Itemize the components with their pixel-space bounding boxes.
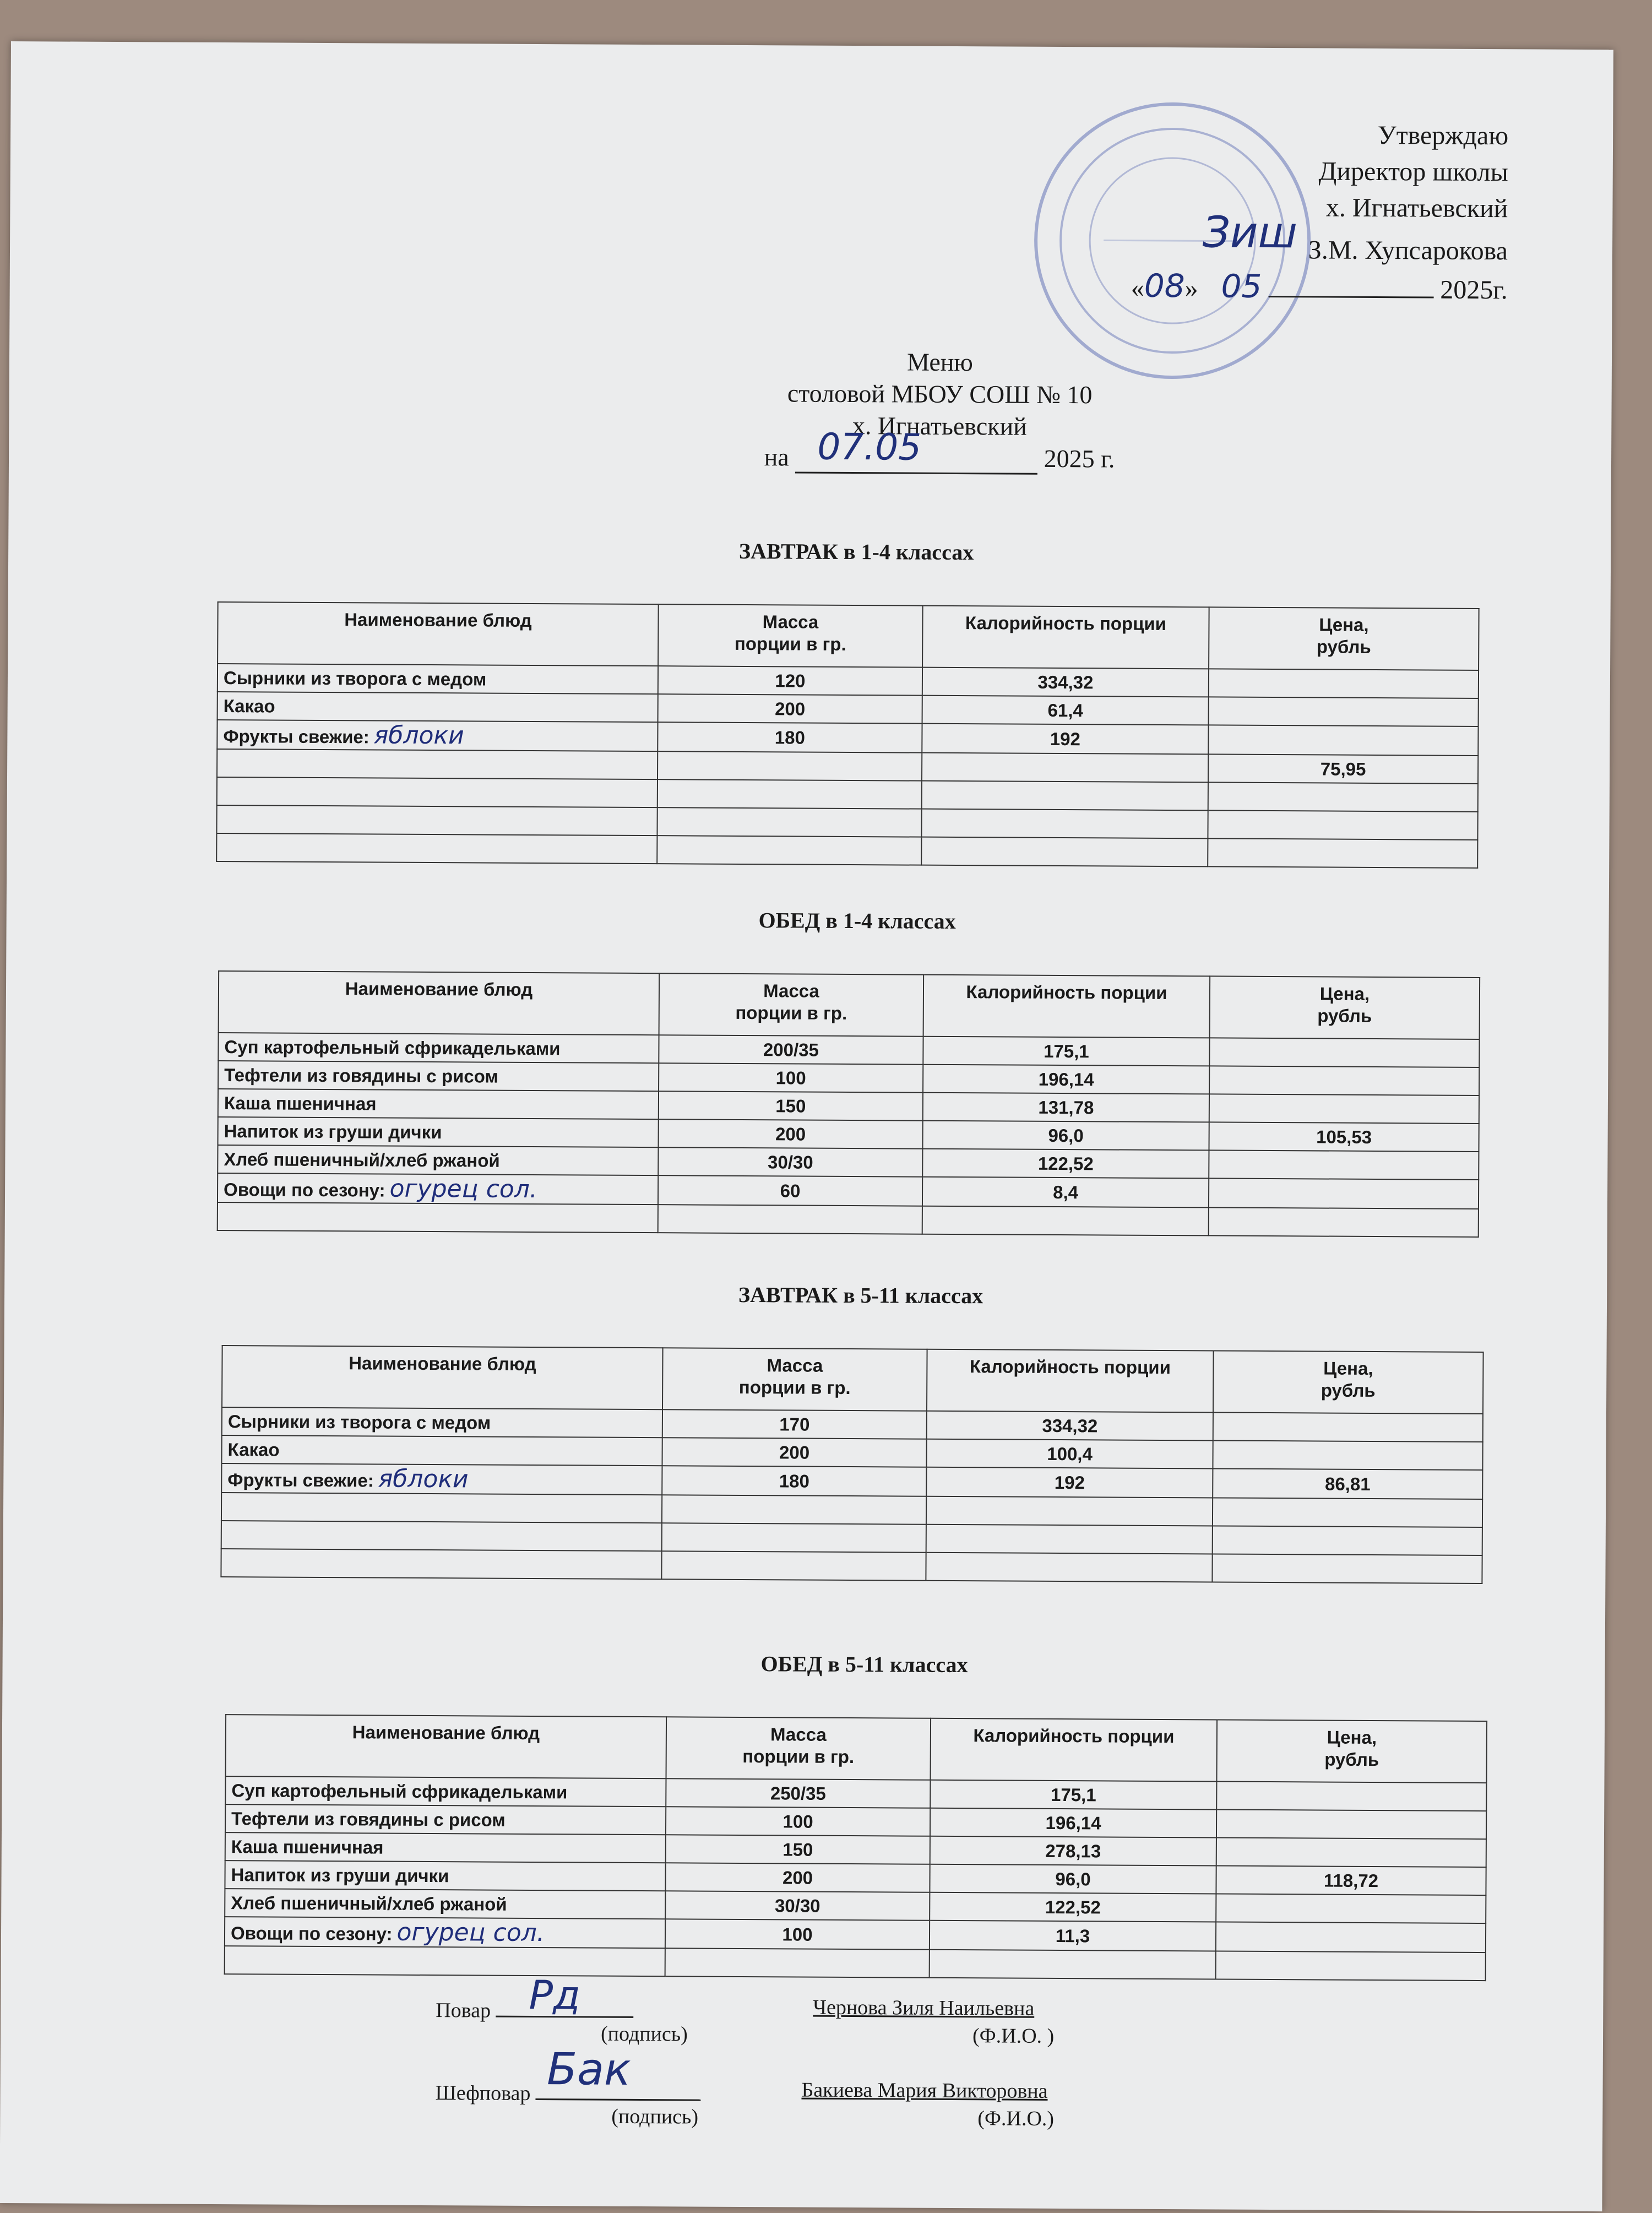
price-cell <box>1216 1894 1486 1924</box>
mass-cell: 200/35 <box>659 1035 923 1065</box>
dish-name: Какао <box>227 1439 280 1460</box>
col-header-name <box>226 1715 667 1778</box>
table-header-row <box>222 1346 1483 1414</box>
dish-name: Каша пшеничная <box>224 1092 377 1114</box>
dish-name-cell <box>225 1776 666 1807</box>
date-suffix: 2025 г. <box>1044 444 1115 473</box>
dish-name-cell <box>217 720 657 751</box>
calories-cell: 175,1 <box>930 1780 1216 1810</box>
section-lunch-5-11 <box>225 1648 1503 1948</box>
section-title: ЗАВТРАК в 5-11 классах <box>738 1282 983 1309</box>
dish-name: Тефтели из говядины с рисом <box>231 1808 506 1830</box>
dish-name-cell <box>216 805 657 836</box>
mass-cell: 170 <box>662 1409 927 1439</box>
calories-cell: 192 <box>926 1467 1213 1498</box>
signature-cook-row <box>436 1971 1207 2048</box>
dish-name-cell <box>225 1917 665 1948</box>
calories-cell <box>926 1496 1213 1526</box>
cook-signature-line <box>496 1971 633 2019</box>
col-header-calories-text: Калорийность порции <box>969 1356 1171 1378</box>
col-header-calories-text: Калорийность порции <box>966 981 1167 1004</box>
menu-table <box>220 1345 1483 1584</box>
dish-name-cell <box>218 1033 659 1063</box>
col-header-calories-text: Калорийность порции <box>973 1725 1175 1747</box>
col-header-name-text: Наименование блюд <box>349 1353 536 1375</box>
date-quote-open: « <box>1131 273 1144 303</box>
mass-cell <box>658 1205 922 1234</box>
col-header-calories <box>923 975 1210 1038</box>
col-header-name <box>218 602 659 666</box>
mass-cell: 180 <box>662 1466 926 1496</box>
section-breakfast-1-4 <box>218 535 1495 779</box>
cook-signature: Рд <box>529 1971 581 2019</box>
calories-cell: 334,32 <box>922 668 1209 697</box>
col-header-price-text: Цена, <box>1323 1358 1373 1379</box>
dish-name-cell <box>221 1493 662 1523</box>
col-header-mass-text: Масса <box>770 1724 827 1745</box>
price-cell <box>1208 810 1477 840</box>
mass-cell: 200 <box>665 1863 930 1892</box>
dish-name-cell <box>218 1061 659 1091</box>
price-cell: 86,81 <box>1213 1468 1482 1499</box>
col-header-mass-text: Масса <box>767 1355 823 1376</box>
dish-name-cell <box>218 1117 659 1147</box>
calories-cell: 122,52 <box>922 1149 1209 1179</box>
chef-name: Бакиева Мария Викторовна <box>801 2078 1048 2103</box>
approval-day: 08 <box>1144 267 1185 305</box>
calories-cell <box>921 809 1208 839</box>
price-cell <box>1208 782 1478 812</box>
approval-position: Директор школы <box>1318 156 1508 187</box>
menu-date-value: 07.05 <box>817 425 922 469</box>
dish-name-cell <box>216 833 657 864</box>
calories-cell <box>930 1950 1216 1979</box>
menu-table <box>224 1714 1487 1981</box>
approval-heading: Утверждаю <box>1377 120 1509 151</box>
calories-cell: 122,52 <box>930 1892 1216 1922</box>
menu-title-block <box>9 341 1652 479</box>
price-cell <box>1209 697 1479 726</box>
price-cell <box>1216 1838 1486 1868</box>
dish-name: Напиток из груши дички <box>224 1120 442 1142</box>
price-cell <box>1213 1526 1482 1555</box>
price-cell <box>1213 1412 1483 1442</box>
dish-name-cell <box>217 749 657 779</box>
dish-name: Фрукты свежие: <box>227 1469 374 1491</box>
price-cell <box>1208 725 1478 756</box>
mass-cell: 150 <box>659 1091 923 1121</box>
dish-name-cell <box>218 664 658 694</box>
menu-table <box>216 601 1479 869</box>
col-header-name-text: Наименование блюд <box>345 978 533 1000</box>
menu-table <box>217 970 1480 1238</box>
col-header-mass-text: порции в гр. <box>734 633 846 654</box>
menu-village: х. Игнатьевский <box>852 411 1027 441</box>
dish-name-cell <box>218 1089 659 1119</box>
mass-cell: 100 <box>659 1063 923 1093</box>
col-header-mass-text: Масса <box>763 980 819 1001</box>
table-row <box>225 1946 1486 1981</box>
calories-cell: 131,78 <box>923 1093 1209 1122</box>
director-name: З.М. Хупсарокова <box>1308 235 1508 266</box>
mass-cell: 180 <box>657 722 922 753</box>
price-cell <box>1209 1038 1479 1067</box>
dish-name-cell <box>225 1946 665 1976</box>
calories-cell <box>926 1553 1212 1582</box>
calories-cell: 196,14 <box>923 1065 1209 1094</box>
calories-cell: 61,4 <box>922 696 1209 725</box>
col-header-price-text: Цена, <box>1319 614 1369 635</box>
calories-cell <box>926 1525 1213 1554</box>
price-cell: 75,95 <box>1208 754 1478 784</box>
cook-name: Чернова Зиля Наильевна <box>813 1995 1035 2020</box>
dish-name-cell <box>225 1804 666 1835</box>
menu-title: Меню <box>906 348 973 377</box>
table-header-row <box>226 1715 1487 1783</box>
section-title: ОБЕД в 1-4 классах <box>758 908 956 934</box>
price-cell <box>1212 1554 1482 1583</box>
dish-name: Тефтели из говядины с рисом <box>224 1064 498 1087</box>
dish-handwritten-note: огурец сол. <box>396 1918 545 1948</box>
calories-cell: 175,1 <box>923 1037 1209 1066</box>
col-header-price <box>1216 1720 1487 1783</box>
price-cell <box>1216 1922 1486 1953</box>
calories-cell: 96,0 <box>922 1121 1209 1151</box>
col-header-price-text: рубль <box>1320 1380 1376 1401</box>
col-header-calories <box>927 1349 1214 1413</box>
col-header-mass <box>666 1717 931 1780</box>
chef-signature: Бак <box>546 2043 631 2095</box>
col-header-price-text: Цена, <box>1327 1727 1377 1748</box>
price-cell <box>1209 1178 1479 1209</box>
approval-block <box>1131 116 1509 309</box>
cook-sign-caption: (подпись) <box>600 2022 688 2046</box>
table-row <box>221 1549 1482 1583</box>
col-header-name-text: Наименование блюд <box>352 1722 540 1744</box>
calories-cell: 192 <box>922 724 1208 755</box>
price-cell <box>1213 1440 1482 1470</box>
calories-cell: 11,3 <box>930 1921 1216 1951</box>
mass-cell: 150 <box>666 1835 930 1864</box>
col-header-name <box>222 1346 663 1409</box>
dish-name-cell <box>218 1173 658 1205</box>
table-row <box>218 1202 1479 1237</box>
mass-cell <box>662 1523 926 1553</box>
mass-cell: 200 <box>659 1119 923 1149</box>
dish-name: Хлеб пшеничный/хлеб ржаной <box>224 1148 500 1171</box>
calories-cell <box>922 753 1208 783</box>
col-header-price-text: рубль <box>1316 636 1371 657</box>
dish-name: Какао <box>223 695 275 717</box>
col-header-mass-text: порции в гр. <box>735 1002 847 1023</box>
calories-cell: 334,32 <box>927 1411 1213 1441</box>
approval-year: 2025г. <box>1440 275 1508 305</box>
dish-name: Суп картофельный сфрикадельками <box>231 1780 568 1802</box>
dish-name: Хлеб пшеничный/хлеб ржаной <box>231 1892 507 1914</box>
calories-cell: 8,4 <box>922 1177 1209 1208</box>
mass-cell: 100 <box>665 1919 930 1950</box>
col-header-calories <box>922 606 1209 669</box>
chef-sign-caption: (подпись) <box>611 2104 699 2129</box>
dish-name: Овощи по сезону: <box>223 1179 385 1201</box>
cook-label: Повар <box>436 1999 491 2022</box>
price-cell <box>1213 1498 1482 1527</box>
price-cell <box>1209 1150 1479 1180</box>
date-quote-close: » <box>1184 274 1198 303</box>
price-cell <box>1208 838 1477 868</box>
dish-name-cell <box>225 1832 666 1863</box>
section-lunch-1-4 <box>219 904 1496 1204</box>
dish-name: Сырники из творога с медом <box>227 1411 491 1433</box>
dish-handwritten-note: яблоки <box>373 721 464 750</box>
col-header-price <box>1210 976 1480 1039</box>
price-cell <box>1209 669 1479 698</box>
col-header-price <box>1209 607 1479 670</box>
approval-date-line <box>1268 296 1433 299</box>
col-header-price-text: рубль <box>1317 1005 1372 1026</box>
col-header-price-text: рубль <box>1324 1749 1379 1770</box>
mass-cell: 60 <box>658 1175 922 1206</box>
dish-name: Фрукты свежие: <box>223 726 369 747</box>
approval-village: х. Игнатьевский <box>1325 193 1508 224</box>
mass-cell: 200 <box>658 694 922 724</box>
mass-cell: 250/35 <box>666 1778 930 1808</box>
calories-cell: 96,0 <box>930 1864 1216 1894</box>
mass-cell: 30/30 <box>658 1147 922 1177</box>
price-cell <box>1216 1951 1486 1981</box>
dish-name: Напиток из груши дички <box>231 1864 449 1886</box>
col-header-calories-text: Калорийность порции <box>965 612 1167 634</box>
price-cell: 105,53 <box>1209 1122 1479 1152</box>
mass-cell <box>657 751 922 781</box>
section-title: ЗАВТРАК в 1-4 классах <box>738 538 974 565</box>
price-cell <box>1209 1066 1479 1095</box>
director-signature: Зиш <box>1202 208 1298 258</box>
dish-name-cell <box>218 1145 658 1175</box>
section-breakfast-5-11 <box>222 1279 1499 1494</box>
col-header-name-text: Наименование блюд <box>344 609 532 631</box>
col-header-calories <box>930 1718 1217 1782</box>
col-header-price-text: Цена, <box>1319 983 1370 1004</box>
calories-cell: 278,13 <box>930 1836 1216 1866</box>
dish-name: Овощи по сезону: <box>230 1923 393 1944</box>
mass-cell: 120 <box>658 666 922 696</box>
dish-name-cell <box>221 1549 661 1579</box>
col-header-name <box>219 971 660 1035</box>
approval-month: 05 <box>1221 267 1262 305</box>
calories-cell: 100,4 <box>926 1439 1213 1469</box>
col-header-mass <box>658 604 923 668</box>
section-title: ОБЕД в 5-11 классах <box>760 1651 968 1678</box>
col-header-mass <box>662 1348 927 1411</box>
dish-name-cell <box>217 777 657 807</box>
dish-name-cell <box>221 1521 662 1551</box>
price-cell <box>1216 1810 1486 1840</box>
dish-name-cell <box>225 1861 665 1891</box>
col-header-mass-text: порции в гр. <box>742 1745 855 1767</box>
menu-document <box>0 41 1613 2211</box>
chef-label: Шефповар <box>435 2081 531 2105</box>
signature-chef-row <box>435 2043 1206 2130</box>
table-header-row <box>219 971 1480 1039</box>
col-header-mass <box>659 973 924 1037</box>
mass-cell <box>657 807 921 837</box>
mass-cell: 100 <box>666 1807 930 1836</box>
calories-cell <box>922 781 1208 811</box>
dish-name: Суп картофельный сфрикадельками <box>224 1036 561 1059</box>
price-cell: 118,72 <box>1216 1866 1486 1896</box>
col-header-mass-text: Масса <box>762 611 819 632</box>
dish-handwritten-note: яблоки <box>378 1465 469 1494</box>
price-cell <box>1209 1094 1479 1124</box>
calories-cell <box>921 837 1208 867</box>
mass-cell <box>665 1948 930 1978</box>
dish-name-cell <box>221 1435 662 1466</box>
mass-cell <box>662 1495 926 1525</box>
calories-cell <box>922 1206 1209 1236</box>
mass-cell <box>661 1551 926 1581</box>
dish-name-cell <box>225 1889 665 1919</box>
approval-date <box>1131 268 1508 309</box>
dish-name: Каша пшеничная <box>231 1836 384 1858</box>
dish-name-cell <box>218 1202 658 1233</box>
mass-cell <box>657 779 922 809</box>
chef-signature-line <box>536 2043 701 2101</box>
table-row <box>216 833 1477 868</box>
calories-cell: 196,14 <box>930 1808 1216 1838</box>
price-cell <box>1209 1207 1479 1237</box>
dish-name-cell <box>218 692 658 722</box>
date-prefix: на <box>764 443 789 471</box>
table-header-row <box>218 602 1479 670</box>
dish-name-cell <box>221 1463 662 1495</box>
mass-cell: 200 <box>662 1438 926 1467</box>
dish-name: Сырники из творога с медом <box>223 667 487 690</box>
col-header-price <box>1213 1350 1483 1414</box>
mass-cell <box>657 836 921 865</box>
cook-fio-caption: (Ф.И.О. ) <box>972 2024 1055 2048</box>
col-header-mass-text: порции в гр. <box>738 1376 851 1398</box>
mass-cell: 30/30 <box>665 1891 930 1921</box>
chef-fio-caption: (Ф.И.О.) <box>977 2107 1055 2130</box>
price-cell <box>1216 1782 1486 1811</box>
dish-name-cell <box>222 1407 662 1438</box>
dish-handwritten-note: огурец сол. <box>389 1174 537 1204</box>
menu-school: столовой МБОУ СОШ № 10 <box>787 379 1093 409</box>
